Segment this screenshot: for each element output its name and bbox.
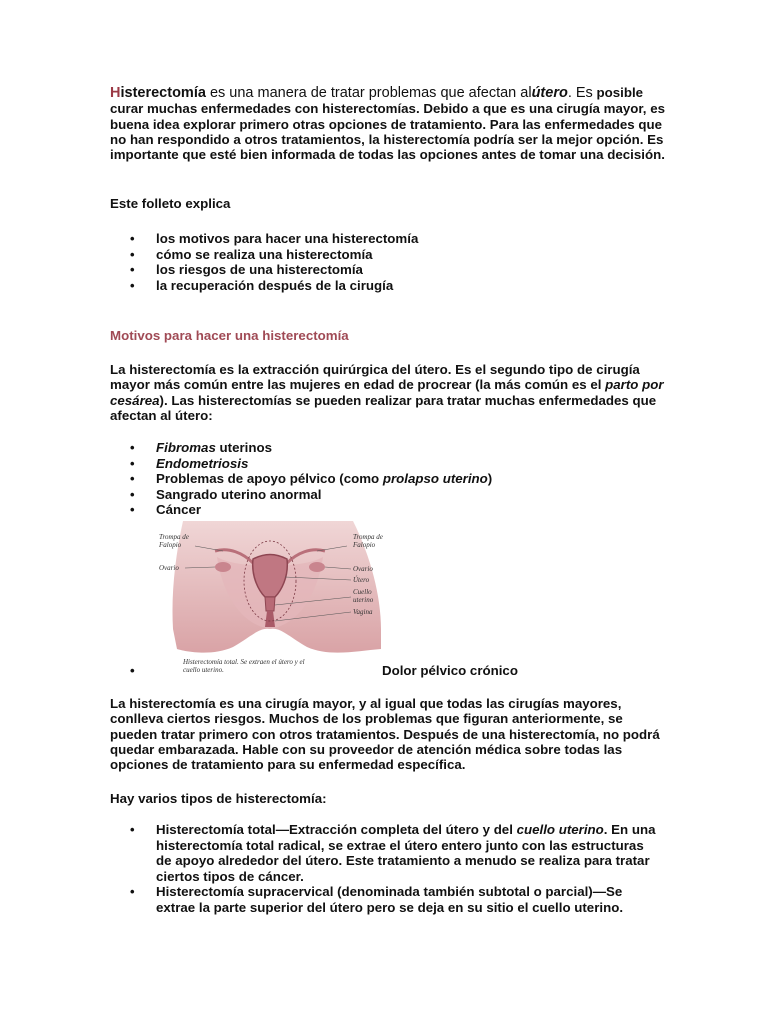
list-item xyxy=(130,822,660,884)
intro-lead-word: isterectomía xyxy=(120,85,206,101)
intro-utero: útero xyxy=(531,85,568,101)
list-item: • Sangrado uterino anormal xyxy=(130,487,492,503)
list-item xyxy=(130,440,492,456)
section-heading-motivos: Motivos para hacer una histerectomía xyxy=(110,328,349,343)
intro-after-utero: . Es xyxy=(567,85,593,101)
prolapso-term: prolapso uterino xyxy=(382,471,488,486)
fibromas-rest: uterinos xyxy=(215,440,273,455)
definition-paragraph xyxy=(110,362,670,423)
list-item: • cómo se realiza una histerectomía xyxy=(130,247,418,263)
bullet-dot: • xyxy=(130,663,135,678)
cirugia-mayor-paragraph: La histerectomía es una cirugía mayor, y al igual que todas las cirugías mayores, conlleva ciertos riesgos. Muchos de los problemas que figuran anteriormente, se pueden tratar primero con otros tratamientos. Después de una histerectomía, no podrá quedar embarazada. Hable con su proveedor de atención médica sobre todas las opciones de tratamiento para su enfermedad específica. xyxy=(110,696,660,773)
fibromas-term: Fibromas xyxy=(156,440,216,455)
intro-lead-letter: H xyxy=(110,85,121,101)
definition-cesarea: parto por cesárea xyxy=(110,377,664,408)
intro-rest: posible curar muchas enfermedades con histerectomías. Debido a que es una cirugía mayor, es buena idea explorar primero otras opciones de tratamiento. Para las enfermedades que no han respondido a otros tratamientos, la histerectomía podría ser la mejor opción. Es importante que esté bien informada de todas las opciones antes de tomar una decisión. xyxy=(110,85,665,163)
list-item xyxy=(130,471,492,487)
apoyo-text: Problemas de apoyo pélvico (como xyxy=(156,471,383,486)
total-a: Histerectomía total—Extracción completa del útero y del xyxy=(156,822,517,837)
figure-caption: Histerectomía total. Se extraen el útero y el cuello uterino. xyxy=(183,658,305,674)
folleto-text: Este folleto explica xyxy=(110,196,231,211)
ovary-right xyxy=(309,562,325,572)
total-cuello: cuello uterino xyxy=(516,822,604,837)
label-trompa-right: Trompa de Falopio xyxy=(353,533,383,549)
endometriosis-term: Endometriosis xyxy=(156,455,249,471)
explica-list xyxy=(130,231,418,293)
list-item: • Histerectomía supracervical (denominada también subtotal o parcial)—Se extrae la parte superior del útero pero se deja en su sitio el cuello uterino. xyxy=(130,884,660,915)
dolor-text: Dolor pélvico crónico xyxy=(382,663,518,678)
list-item: • Cáncer xyxy=(130,502,492,518)
tipos-list xyxy=(130,822,660,915)
label-trompa-left: Trompa de Falopio xyxy=(159,533,189,549)
label-vagina: Vagina xyxy=(353,608,373,616)
intro-lead-rest: es una manera de tratar problemas que afectan al xyxy=(205,85,532,101)
apoyo-end: ) xyxy=(487,471,493,486)
conditions-list xyxy=(130,440,492,518)
list-item: • los riesgos de una histerectomía xyxy=(130,262,418,278)
intro-paragraph xyxy=(110,85,670,162)
definition-part1: La histerectomía es la extracción quirúrgica del útero. Es el segundo tipo de cirugía mayor más común entre las mujeres en edad de procrear (la más común es el xyxy=(110,362,640,393)
list-item: • la recuperación después de la cirugía xyxy=(130,278,418,294)
label-ovario-right: Ovario xyxy=(353,565,373,573)
cervix-shape xyxy=(265,597,275,611)
label-ovario-left: Ovario xyxy=(159,564,179,572)
label-cuello: Cuello uterino xyxy=(353,588,374,604)
definition-part2: ). Las histerectomías se pueden realizar para tratar muchas enfermedades que afectan al útero: xyxy=(110,392,657,423)
tipos-intro: Hay varios tipos de histerectomía: xyxy=(110,791,327,806)
ovary-left xyxy=(215,562,231,572)
total-b: . En una histerectomía total radical, se extrae el útero entero junto con las estructuras de apoyo alrededor del útero. Este tratamiento a menudo se realiza para tratar ciertos tipos de cáncer. xyxy=(156,822,656,884)
label-utero: Útero xyxy=(353,576,370,584)
anatomy-figure xyxy=(157,517,383,682)
list-item: • los motivos para hacer una histerectomía xyxy=(130,231,418,247)
list-item xyxy=(130,456,492,472)
